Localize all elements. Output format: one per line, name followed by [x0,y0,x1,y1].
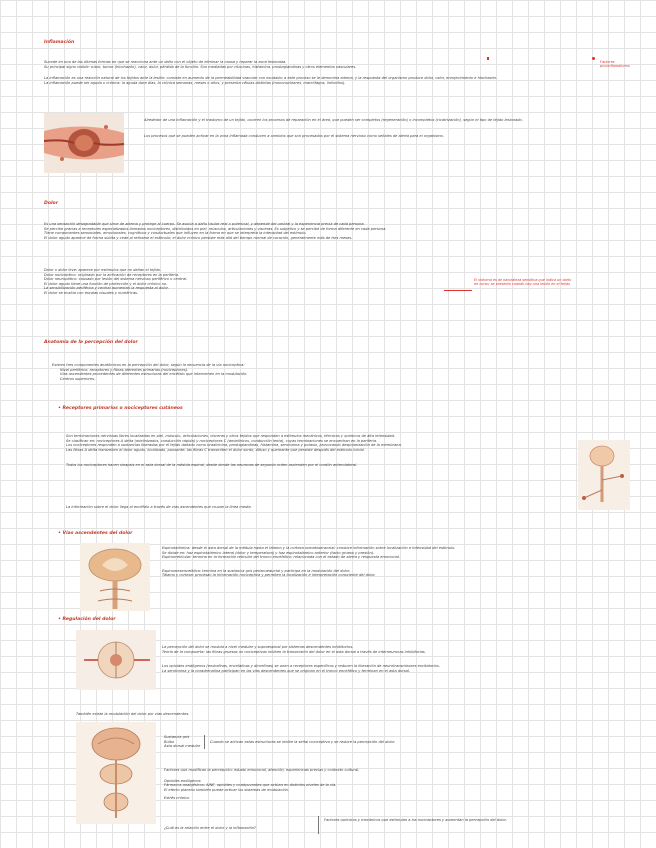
percepcion-text [52,363,612,381]
paragraph: Todos los nociceptores hacen sinapsis en el asta dorsal de la médula espinal, desde donde las neuronas de segundo orden ascienden por el cordón anterolateral. [66,463,358,468]
vias-text [162,546,634,578]
spinal-cord-illustration [80,543,150,611]
modulacion-list [164,735,204,749]
paragraph: Son terminaciones nerviosas libres localizadas en piel, músculo, articulaciones, vísceras y otros tejidos que responden a estímulos mecánicos, térmicos y químicos de alta intensidad. [66,434,395,438]
paragraph: Teoría de la compuerta: las fibras gruesas no nociceptivas inhiben la transmisión del dolor en el asta dorsal a través de interneuronas inhibitorias. [162,649,426,654]
heading-vias [58,531,132,536]
dolor-paragraphs [44,222,634,240]
heading-text: Vías ascendentes del dolor [62,531,133,536]
paragraph: Se divide en: haz espinotalámico lateral (dolor y temperatura) y haz espinotalámico anterior (tacto grueso y presión). [162,550,375,555]
list-item: El dolor agudo tiene una función de protección y el dolor crónico no. [44,281,168,286]
question-text: ¿Cuál es la relación entre el dolor y la inflamación? [164,826,256,830]
modulacion-note [210,740,634,745]
heading-inflamacion: Inflamación [44,40,75,45]
list-item: Vías ascendentes procedentes de diferentes estructuras del encéfalo que intervienen en la modulación. [60,372,248,377]
list-item: El efecto placebo también puede activar los sistemas de modulación. [164,787,290,792]
paragraph: Tálamo y corteza: procesan la información nociceptiva y permiten la localización e interpretación consciente del dolor. [162,573,376,578]
list-item: Fármacos analgésicos: AINE, opioides y coadyuvantes que actúan en distintos niveles de la vía. [164,783,337,788]
bullet-icon: • [58,617,63,622]
list-item: Nivel periférico: receptores y fibras aferentes primarias (nociceptores). [60,367,189,372]
paragraph: Se percibe gracias a receptores especializados llamados nociceptores, distribuidos en piel, músculos, articulaciones y vísceras. Es subjetivo y se percibe de forma diferente en cada persona. [44,226,387,231]
paragraph: Las fibras A delta transmiten el dolor agudo, localizado, punzante; las fibras C transmiten el dolor sordo, difuso y quemante que persiste después del estímulo inicial. [66,447,365,452]
paragraph: Los nociceptores responden a sustancias liberadas por el tejido dañado como bradicinina, prostaglandinas, histamina, serotonina y potasio, provocando despolarización de la membrana. [66,443,402,448]
paragraph: Espinorreticular: termina en la formación reticular del tronco encefálico; relacionada con el estado de alerta y respuesta emocional. [162,555,400,560]
list-item: La sensibilización periférica y central aumentan la respuesta al dolor. [44,286,169,291]
heading-regulacion [58,617,116,622]
paragraph: El dolor agudo aparece de forma súbita y cede al retirarse el estímulo; el dolor crónico persiste más allá del tiempo normal de curación, generalmente más de tres meses. [44,235,353,240]
list-item: Estrés crónico [164,796,190,801]
brain-modulation-illustration [76,722,156,824]
inflamacion-side [144,118,634,138]
list-item: El dolor se evalúa con escalas visuales y numéricas. [44,290,139,295]
heading-dolor: Dolor [44,201,58,206]
bracket [318,816,320,834]
heading-percepcion: Anatomía de la percepción del dolor [44,340,138,345]
paragraph: Tiene componentes sensoriales, emocionales, cognitivos y conductuales que influyen en la forma en que se interpreta la intensidad del estímulo. [44,231,307,236]
list-item: Dolor nociceptivo: originado por la activación de receptores en la periferia. [44,272,180,277]
heading-text: Regulación del dolor [62,617,116,622]
inflammation-illustration [44,113,124,173]
paragraph: La inflamación puede ser aguda o crónica: la aguda dura días, la crónica semanas, meses o años, y presenta células distintas (mononucleares, macrófagos, linfocitos). [44,80,346,85]
paragraph: Los procesos que se pueden activar en la zona inflamada conducen a cambios que son procesados por el sistema nervioso como señales de alerta para el organismo. [144,133,444,138]
list-item: Opioides endógenos [164,778,201,783]
list-item: Dolor o dolor leve: aparece por estímulos que no dañan el tejido. [44,268,162,272]
paragraph: Existen tres componentes anatómicos en la percepción del dolor, según la secuencia de la vía nociceptiva: [52,363,245,367]
paragraph: Los opioides endógenos (endorfinas, encefalinas y dinorfinas) se unen a receptores específicos y reducen la liberación de neurotransmisores excitatorios. [162,664,440,669]
dolor-list [44,268,464,296]
list-item: Factores que modifican la percepción: estado emocional, atención, experiencias previas y contexto cultural. [164,768,360,772]
paragraph: Es una sensación desagradable que sirve de alarma y protege al cuerpo. Se asocia a daño tisular real o potencial, y depende del umbral y la experiencia previa de cada persona. [44,222,365,226]
red-arrow [444,290,472,291]
paragraph: Se clasifican en: nociceptores A delta (mielinizados, conducción rápida) y nociceptores C (amielínicos, conducción lenta), cuyas terminaciones se encuentran en la periferia. [66,438,378,443]
list-item: Dolor neuropático: causado por lesión del sistema nervioso periférico o central. [44,277,188,282]
question [164,826,314,831]
paragraph: Espinomesencefálica: termina en la sustancia gris periacueductal y participa en la modulación del dolor. [162,568,351,573]
receptores-text [66,434,574,468]
paragraph: Espinotalámica: desde el asta dorsal de la médula hasta el tálamo y la corteza somatosensorial; conduce información sobre localización e intensidad del estímulo. [162,546,456,550]
list-item: Sustancia gris [164,735,190,739]
red-mark [592,57,595,60]
red-note-dolor: El síntoma es de naturaleza sensitiva que indica un daño en curso; se presenta cuando hay una lesión en el tejido [474,278,571,287]
paragraph: La inflamación es una reacción natural de los tejidos ante la lesión: consiste en aumento de la permeabilidad vascular con exudado; a este proceso se le denomina edema, y la respuesta del organismo produce dolor, calor, enrojecimiento e hinchazón. [44,76,498,81]
heading-text: Receptores primarios o nociceptores cutáneos [62,406,183,411]
list-item: Bulbo [164,739,175,744]
bullet-icon: • [58,406,63,411]
receptores-footer [66,505,526,510]
paragraph: La serotonina y la noradrenalina participan en las vías descendentes que se originan en el tronco encefálico y terminan en el asta dorsal. [162,668,410,673]
list-item: Centros superiores. [60,376,96,381]
paragraph: Cuando se activan estas estructuras se inhibe la señal nociceptiva y se reduce la percepción del dolor. [210,740,396,744]
paragraph: La información sobre el dolor llega al encéfalo a través de vías ascendentes que cruzan la línea media. [66,505,252,509]
answer-text: Factores químicos y mecánicos que estimulan a los nociceptores y aumentan la percepción del dolor. [324,818,507,822]
heading-receptores [58,406,183,411]
modulacion-title [76,712,496,717]
paragraph: Su principal signo visible: rubor, tumor (hinchazón), calor, dolor, pérdida de la función. Son mediadas por citocinas, histamina, prostaglandinas y otros elementos vasculares. [44,64,357,69]
nociceptor-diagram [578,440,630,510]
paragraph: Alrededor de una inflamación y el trastorno de un tejido, ocurren los procesos de reparación en el área, que pueden ser completos (regeneración) o incompletos (cicatrización), según el tipo de tejido lesionado. [144,118,523,122]
inflamacion-intro [44,60,589,85]
paragraph: La percepción del dolor se modula a nivel medular y supraespinal por sistemas descendentes inhibitorios. [162,645,354,649]
paragraph: También existe la modulación del dolor por vías descendentes. [76,712,190,716]
list-item: Asta dorsal medular [164,744,201,749]
paragraph: Sucede en una de las últimas formas en que se reacciona ante un daño con el objeto de eliminar la causa y reparar la zona lesionada. [44,60,287,64]
red-note-factores: Factores procinflamatorios [600,60,630,69]
regulacion-text [162,645,634,673]
regulacion-bottom [164,768,634,801]
bullet-icon: • [58,531,63,536]
answer [324,818,634,823]
bracket [204,735,206,749]
pain-regulation-diagram [76,630,156,690]
